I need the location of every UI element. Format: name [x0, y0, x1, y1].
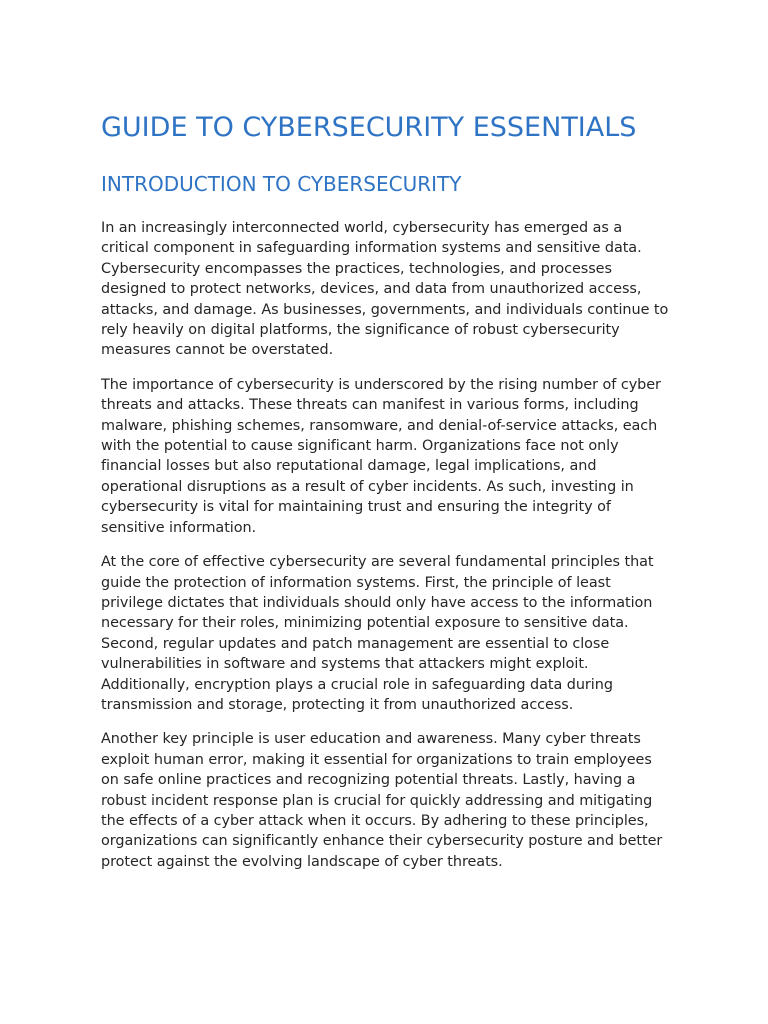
paragraph-introduction: In an increasingly interconnected world, cybersecurity has emerged as a critical component in safeguarding information systems and sensitive data. Cybersecurity encompasses the practices, technologies, and processes designed to protect networks, devices, and data from unauthorized access, attacks, and damage. As businesses, governments, and individuals continue to rely heavily on digital platforms, the significance of robust cybersecurity measures cannot be overstated. — [101, 220, 669, 359]
document-title: GUIDE TO CYBERSECURITY ESSENTIALS — [101, 112, 637, 143]
section-heading: INTRODUCTION TO CYBERSECURITY — [101, 172, 462, 196]
document-content — [101, 107, 671, 872]
paragraph-importance: The importance of cybersecurity is underscored by the rising number of cyber threats and attacks. These threats can manifest in various forms, including malware, phishing schemes, ransomware, and denial-of-service attacks, each with the potential to cause significant harm. Organizations face not only financial losses but also reputational damage, legal implications, and operational disruptions as a result of cyber incidents. As such, investing in cybersecurity is vital for maintaining trust and ensuring the integrity of sensitive information. — [101, 376, 661, 536]
body-paragraphs — [101, 218, 671, 872]
paragraph-user-education: Another key principle is user education and awareness. Many cyber threats exploit human error, making it essential for organizations to train employees on safe online practices and recognizing potential threats. Lastly, having a robust incident response plan is crucial for quickly addressing and mitigating the effects of a cyber attack when it occurs. By adhering to these principles, organizations can significantly enhance their cybersecurity posture and better protect against the evolving landscape of cyber threats. — [101, 731, 663, 870]
paragraph-principles: At the core of effective cybersecurity are several fundamental principles that guide the protection of information systems. First, the principle of least privilege dictates that individuals should only have access to the information necessary for their roles, minimizing potential exposure to sensitive data. Second, regular updates and patch management are essential to close vulnerabilities in software and systems that attackers might exploit. Additionally, encryption plays a crucial role in safeguarding data during transmission and storage, protecting it from unauthorized access. — [101, 554, 654, 713]
